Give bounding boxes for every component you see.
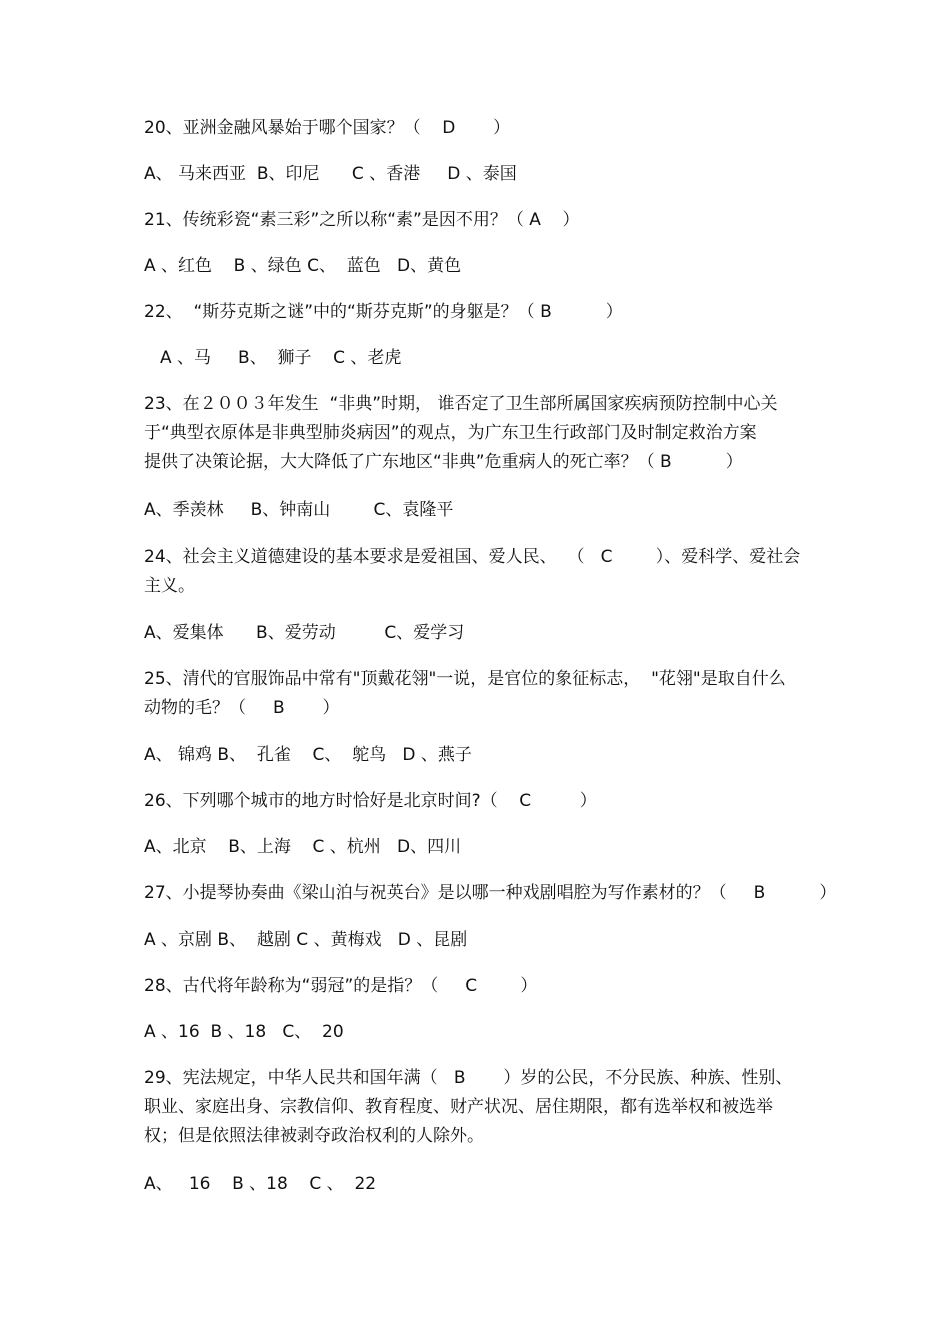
question-28: 28、古代将年龄称为“弱冠”的是指？（ C ） <box>144 976 538 996</box>
question-23-line-3: 提供了决策论据，大大降低了广东地区“非典”危重病人的死亡率？（ B ） <box>144 452 743 472</box>
question-27: 27、小提琴协奏曲《梁山泊与祝英台》是以哪一种戏剧唱腔为写作素材的？（ B ） <box>144 883 837 903</box>
question-24-line-2: 主义。 <box>144 576 195 596</box>
question-22: 22、 “斯芬克斯之谜”中的“斯芬克斯”的身躯是？（ B ） <box>144 302 623 322</box>
options-23: A、季羡林 B、钟南山 C、袁隆平 <box>144 500 454 520</box>
options-20: A、 马来西亚 B、印尼 C 、香港 D 、泰国 <box>144 164 517 184</box>
options-25: A、 锦鸡 B、 孔雀 C、 鸵鸟 D 、燕子 <box>144 745 472 765</box>
question-24-line-1: 24、社会主义道德建设的基本要求是爱祖国、爱人民、 （ C ）、爱科学、爱社会 <box>144 547 801 567</box>
question-21: 21、传统彩瓷“素三彩”之所以称“素”是因不用？（ A ） <box>144 210 580 230</box>
question-23-line-2: 于“典型衣原体是非典型肺炎病因”的观点，为广东卫生行政部门及时制定救治方案 <box>144 423 757 443</box>
question-25-line-1: 25、清代的官服饰品中常有"顶戴花翎"一说，是官位的象征标志， "花翎"是取自什么 <box>144 669 786 689</box>
options-28: A 、16 B 、18 C、 20 <box>144 1022 344 1042</box>
options-22: A 、马 B、 狮子 C 、老虎 <box>160 348 402 368</box>
question-29-line-1: 29、宪法规定，中华人民共和国年满（ B ）岁的公民，不分民族、种族、性别、 <box>144 1068 793 1088</box>
options-27: A 、京剧 B、 越剧 C 、黄梅戏 D 、昆剧 <box>144 930 468 950</box>
question-29-line-2: 职业、家庭出身、宗教信仰、教育程度、财产状况、居住期限，都有选举权和被选举 <box>144 1097 773 1117</box>
options-29: A、 16 B 、18 C 、 22 <box>144 1174 377 1194</box>
question-20: 20、亚洲金融风暴始于哪个国家？（ D ） <box>144 118 511 138</box>
options-21: A 、红色 B 、绿色 C、 蓝色 D、黄色 <box>144 256 462 276</box>
options-26: A、北京 B、上海 C 、杭州 D、四川 <box>144 837 462 857</box>
question-29-line-3: 权；但是依照法律被剥夺政治权利的人除外。 <box>144 1126 484 1146</box>
options-24: A、爱集体 B、爱劳动 C、爱学习 <box>144 623 465 643</box>
question-26: 26、下列哪个城市的地方时恰好是北京时间?（ C ） <box>144 791 597 811</box>
question-23-line-1: 23、在２００３年发生 “非典”时期， 谁否定了卫生部所属国家疾病预防控制中心关 <box>144 394 778 414</box>
question-25-line-2: 动物的毛？（ B ） <box>144 698 340 718</box>
